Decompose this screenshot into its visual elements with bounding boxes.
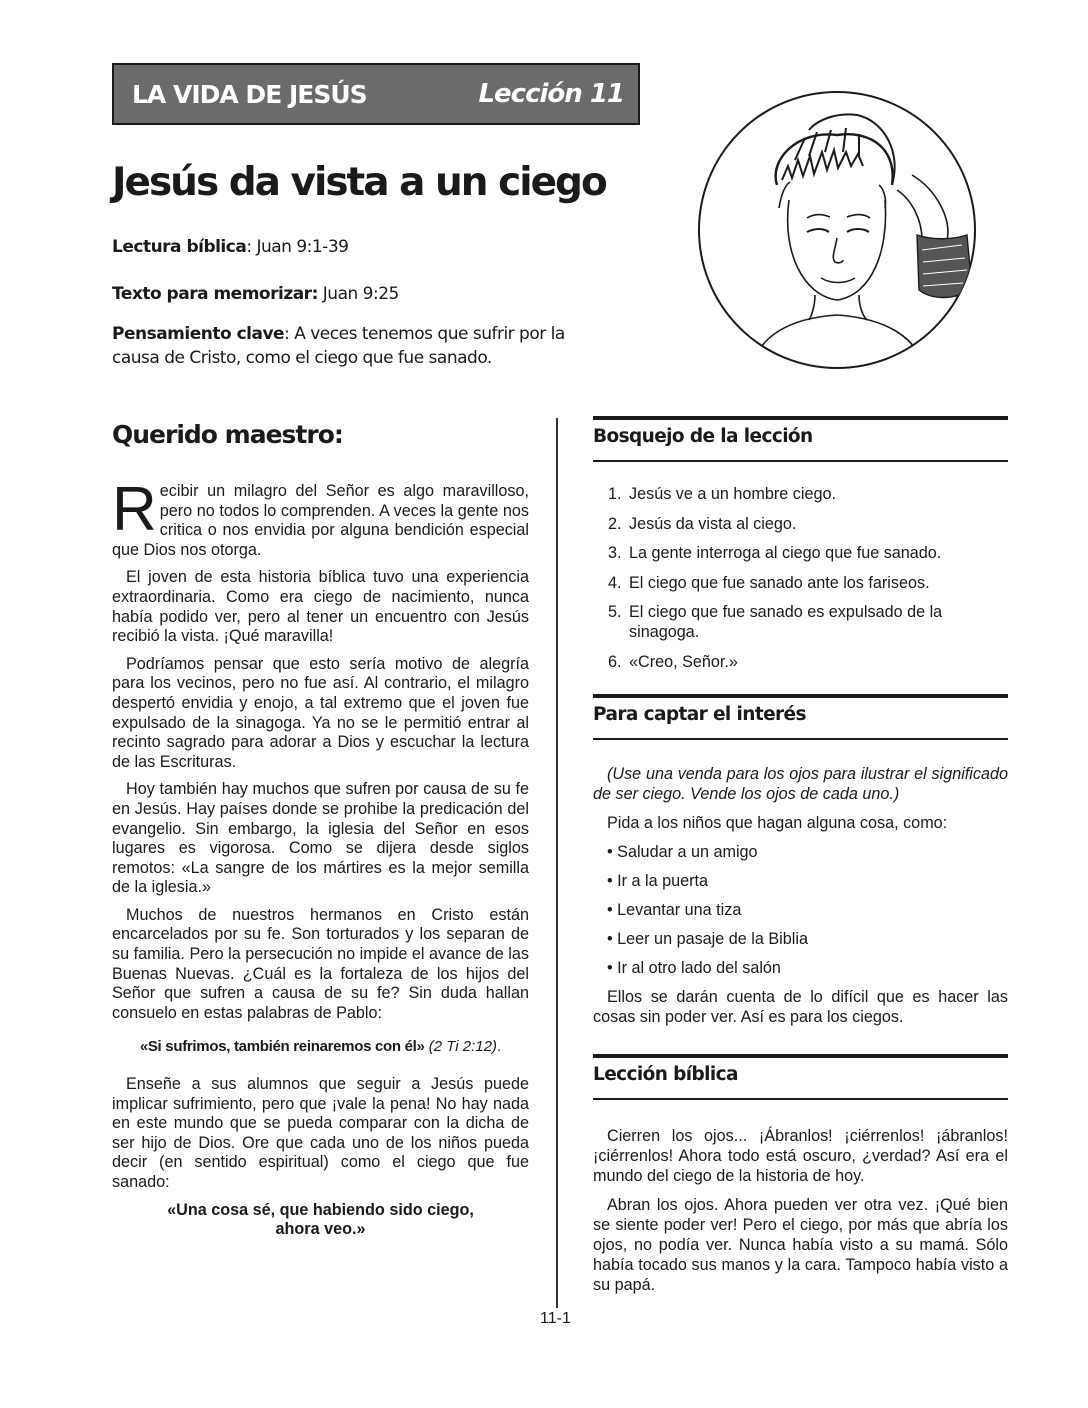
blind-boy-illustration xyxy=(697,90,977,370)
bible-lesson-section xyxy=(593,1126,1008,1304)
activity-instruction: (Use una venda para los ojos para ilustrar el significado de ser ciego. Vende los ojos de cada uno.) xyxy=(593,765,1008,803)
scripture-reference: (2 Ti 2:12) xyxy=(424,1038,497,1056)
activity-item: • Leer un pasaje de la Biblia xyxy=(607,930,808,948)
letter-paragraph: Podríamos pensar que esto sería motivo de alegría para los vecinos, pero no fue así. Al contrario, el milagro despertó envidia y enojo, a tal extremo que el joven fue expulsado de la sinagoga. Ya no se le permitió entrar al recinto sagrado para adorar a Dios y escuchar la lectura de las Escrituras. xyxy=(112,654,529,771)
outline-item-number: 6. xyxy=(608,652,622,671)
series-title: LA VIDA DE JESÚS xyxy=(132,79,367,109)
column-divider xyxy=(556,418,558,1308)
outline-item-number: 2. xyxy=(608,514,622,533)
letter-paragraph: Hoy también hay muchos que sufren por causa de su fe en Jesús. Hay países donde se prohibe la predicación del evangelio. Sin embargo, la iglesia del Señor en esos lugares es vigorosa. Como se dijera desde siglos remotos: «La sangre de los mártires es la mejor semilla de la iglesia.» xyxy=(112,780,529,897)
lesson-banner xyxy=(112,63,640,125)
page-title: Jesús da vista a un ciego xyxy=(112,160,606,205)
letter-paragraph-text: ecibir un milagro del Señor es algo maravilloso, pero no todos lo comprenden. A veces la gente nos critica o nos envidia por alguna bendición especial que Dios nos otorga. xyxy=(112,482,529,559)
outline-item-text: El ciego que fue sanado es expulsado de la sinagoga. xyxy=(629,603,943,641)
interest-section xyxy=(593,764,1008,1036)
outline-item xyxy=(608,484,1003,504)
lesson-number: Lección 11 xyxy=(478,79,624,109)
outline-item xyxy=(608,652,1003,672)
letter-paragraph: El joven de esta historia bíblica tuvo una experiencia extraordinaria. Como era ciego de nacimiento, nunca había podido ver, pero al tener un encuentro con Jesús recibió la vista. ¡Qué maravilla! xyxy=(112,568,529,646)
bible-reading-value: : Juan 9:1-39 xyxy=(246,237,349,257)
letter-paragraph: Enseñe a sus alumnos que seguir a Jesús puede implicar sufrimiento, pero que ¡vale la pena! No hay nada en este mundo que se pueda comparar con la dicha de ser hijo de Dios. Ore que cada uno de los niños pueda decir (en sentido espiritual) como el ciego que fue sanado: xyxy=(112,1075,529,1191)
memory-verse-value: Juan 9:25 xyxy=(317,284,399,304)
bible-lesson-paragraph: Cierren los ojos... ¡Ábranlos! ¡ciérrenlos! ¡ábranlos! ¡ciérrenlos! Ahora todo está oscuro, ¿verdad? Así era el mundo del ciego de la historia de hoy. xyxy=(593,1127,1008,1185)
outline-item-number: 4. xyxy=(608,573,622,592)
outline-item-text: El ciego que fue sanado ante los fariseos. xyxy=(629,573,930,592)
scripture-quote-end: . xyxy=(497,1038,502,1056)
letter-paragraph: Muchos de nuestros hermanos en Cristo están encarcelados por su fe. Son torturados y los separan de su familia. Pero la persecución no impide el avance de las Buenas Nuevas. ¿Cuál es la fortaleza de los hijos del Señor que sufren a causa de su fe? Sin duda hallan consuelo en estas palabras de Pablo: xyxy=(112,905,529,1022)
activity-item: • Ir a la puerta xyxy=(607,872,709,890)
outline-item xyxy=(608,514,1003,534)
teacher-letter xyxy=(112,475,529,1248)
outline-list xyxy=(608,484,1003,681)
outline-item xyxy=(608,543,1003,563)
activity-item: • Levantar una tiza xyxy=(607,901,742,919)
key-thought-label: Pensamiento clave xyxy=(112,324,285,344)
outline-item-text: Jesús ve a un hombre ciego. xyxy=(629,485,836,503)
closing-quote xyxy=(112,1201,529,1240)
activity-item: • Ir al otro lado del salón xyxy=(607,959,781,977)
letter-paragraph xyxy=(112,475,529,560)
page-number: 11-1 xyxy=(540,1310,571,1327)
key-thought xyxy=(112,322,612,370)
teacher-heading: Querido maestro: xyxy=(112,420,343,449)
outline-heading: Bosquejo de la lección xyxy=(593,416,1008,462)
outline-item-text: La gente interroga al ciego que fue sanado. xyxy=(629,544,942,562)
outline-item-text: Jesús da vista al ciego. xyxy=(629,514,797,533)
interest-heading: Para captar el interés xyxy=(593,694,1008,740)
drop-cap: R xyxy=(112,475,157,544)
outline-item xyxy=(608,573,1003,593)
scripture-quote xyxy=(112,1037,529,1057)
outline-item-text: «Creo, Señor.» xyxy=(629,652,738,671)
activity-item: • Saludar a un amigo xyxy=(607,843,758,861)
bible-reading xyxy=(112,235,612,259)
outline-item-number: 5. xyxy=(608,603,622,621)
outline-item-number: 1. xyxy=(608,485,622,503)
outline-item xyxy=(608,602,1003,642)
scripture-quote-text: «Si sufrimos, también reinaremos con él» xyxy=(139,1038,425,1056)
key-thought-value: : A veces tenemos que sufrir por la causa de Cristo, como el ciego que fue sanado. xyxy=(112,324,565,368)
bible-lesson-paragraph: Abran los ojos. Ahora pueden ver otra vez. ¡Qué bien se siente poder ver! Pero el ciego, por más que abría los ojos, no podía ver. Nunca había visto a su mamá. Sólo había tocado sus manos y la cara. Tampoco había visto a su papá. xyxy=(593,1196,1008,1294)
memory-verse-label: Texto para memorizar: xyxy=(112,284,318,304)
activity-outro: Ellos se darán cuenta de lo difícil que es hacer las cosas sin poder ver. Así es para los ciegos. xyxy=(593,988,1008,1026)
bible-lesson-heading: Lección bíblica xyxy=(593,1054,1008,1100)
closing-quote-line: «Una cosa sé, que habiendo sido ciego, xyxy=(167,1200,474,1219)
activity-list xyxy=(593,842,1008,978)
outline-item-number: 3. xyxy=(608,544,622,562)
bible-reading-label: Lectura bíblica xyxy=(112,237,247,257)
memory-verse xyxy=(112,282,612,306)
activity-intro: Pida a los niños que hagan alguna cosa, como: xyxy=(607,814,948,832)
closing-quote-line: ahora veo.» xyxy=(275,1220,366,1239)
